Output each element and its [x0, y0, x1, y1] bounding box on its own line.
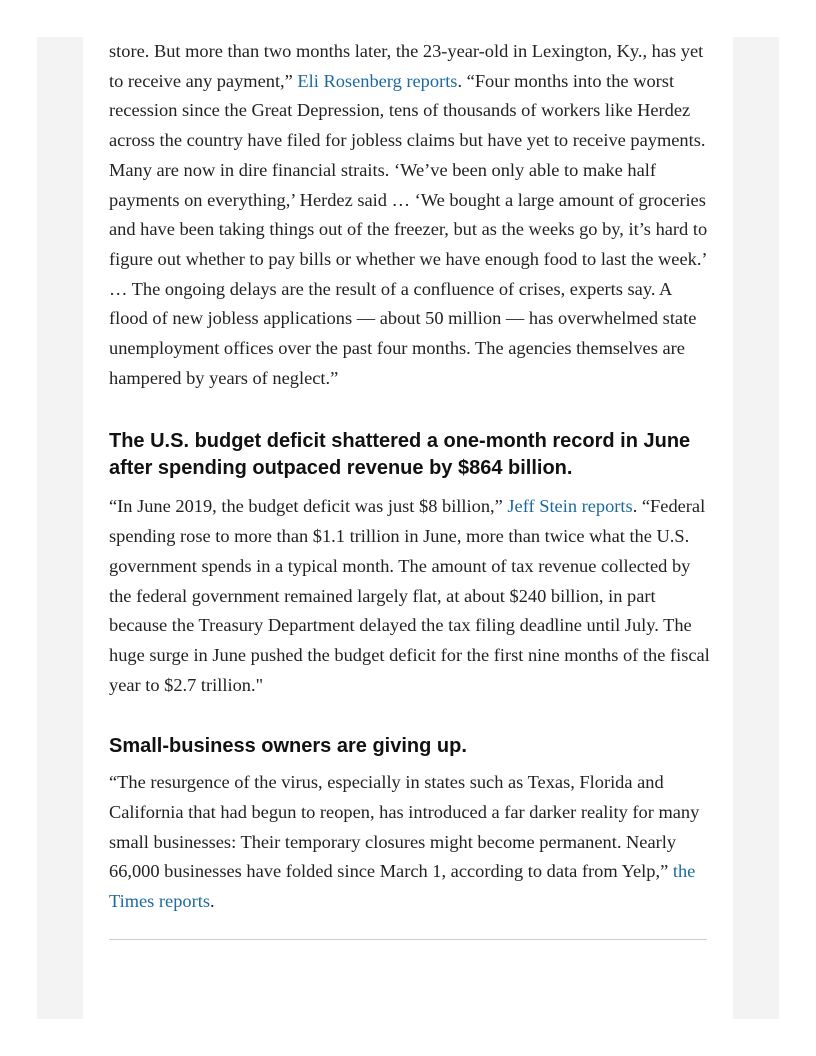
jeff-stein-link[interactable]: Jeff Stein reports: [507, 496, 633, 517]
small-business-text-before: “The resurgence of the virus, especially in states such as Texas, Florida and California that had begun to reopen, has introduced a far darker reality for many small businesses: Their temporary closures might become permanent. Nearly 66,000 businesses have folded since March 1, according to data from Yelp,”: [109, 772, 700, 882]
deficit-paragraph: [109, 492, 713, 700]
small-business-text-after: .: [210, 891, 215, 912]
deficit-text-before: “In June 2019, the budget deficit was just $8 billion,”: [109, 496, 508, 517]
article-body: [109, 37, 713, 940]
left-margin-panel: [37, 37, 83, 1019]
intro-text-after: . “Four months into the worst recession since the Great Depression, tens of thousands of workers like Herdez across the country have filed for jobless claims but have yet to receive payments. Many are now in dire financial straits. ‘We’ve been only able to make half payments on everything,’ Herdez said … ‘We bought a large amount of groceries and have been taking things out of the freezer, but as the weeks go by, it’s hard to figure out whether to pay bills or whether we have enough food to last the week.’ … The ongoing delays are the result of a confluence of crises, experts say. A flood of new jobless applications — about 50 million — has overwhelmed state unemployment offices over the past four months. The agencies themselves are hampered by years of neglect.”: [109, 70, 708, 388]
deficit-text-after: . “Federal spending rose to more than $1.1 trillion in June, more than twice what the U.S. government spends in a typical month. The amount of tax revenue collected by the federal government remained largely flat, at about $240 billion, in part because the Treasury Department delayed the tax filing deadline until July. The huge surge in June pushed the budget deficit for the first nine months of the fiscal year to $2.7 trillion.": [109, 496, 710, 695]
small-business-paragraph: [109, 768, 713, 917]
section-divider: [109, 939, 707, 940]
times-reports-link[interactable]: the Times reports: [109, 861, 696, 912]
intro-text-before: store. But more than two months later, the 23-year-old in Lexington, Ky., has yet to receive any payment,”: [109, 41, 704, 91]
right-margin-panel: [733, 37, 779, 1019]
deficit-heading: The U.S. budget deficit shattered a one-month record in June after spending outpaced revenue by $864 billion.: [109, 430, 691, 480]
intro-paragraph: [109, 37, 713, 393]
eli-rosenberg-link[interactable]: Eli Rosenberg reports: [297, 70, 458, 91]
small-business-heading: Small-business owners are giving up.: [109, 735, 467, 758]
